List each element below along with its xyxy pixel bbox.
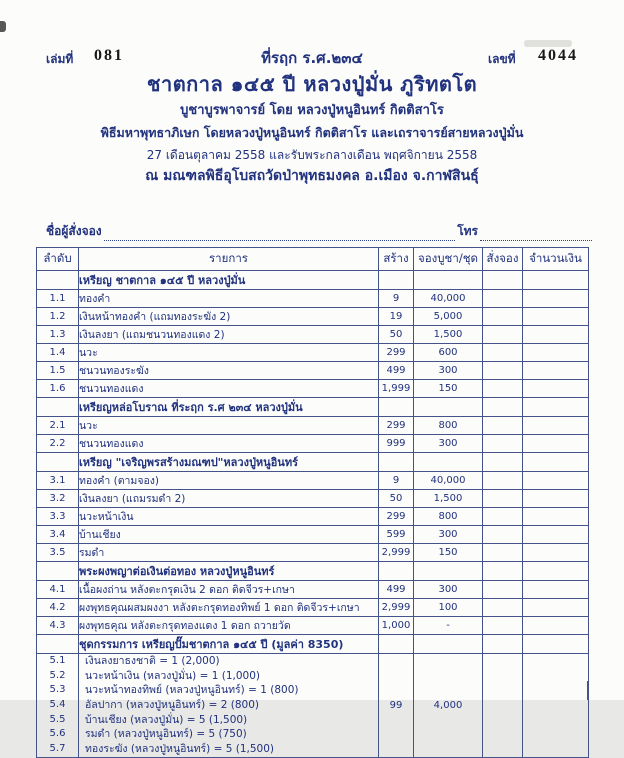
item-built-count: 50 [379,490,414,508]
item-row-1.4 [37,344,589,362]
table-header-row [37,248,589,271]
item-no: 2.2 [37,435,79,453]
section-price-cell [414,398,483,417]
section-title: เหรียญ "เจริญพรสร้างมณฑป"หลวงปู่หนูอินทร์ [79,453,379,472]
item-order-qty-cell[interactable] [483,308,523,326]
group-line-item: อัลปากา (หลวงปู่หนูอินทร์) = 2 (800) [85,699,259,712]
commemoration-text: ที่รฤก ร.ศ.๒๓๔ [261,49,363,67]
section-price-cell [414,562,483,581]
section-order-cell [483,453,523,472]
orderer-name-label: ชื่อผู้สั่งจอง [46,224,102,238]
section-amount-cell [523,271,589,290]
group-line-item: นวะหน้าเงิน (หลวงปู่มั่น) = 1 (1,000) [85,669,261,682]
serial-number-stamp: 4044 [538,47,578,64]
item-order-qty-cell[interactable] [483,544,523,562]
item-description: ทองคำ (ตามจอง) [79,472,379,490]
item-order-qty-cell[interactable] [483,490,523,508]
item-order-qty-cell[interactable] [483,290,523,308]
section-no-cell [37,562,79,581]
item-no: 1.2 [37,308,79,326]
item-amount-cell[interactable] [523,326,589,344]
item-row-1.3 [37,326,589,344]
item-no: 2.1 [37,417,79,435]
item-description: รมดำ [79,544,379,562]
column-header-2: สร้าง [379,248,414,271]
item-amount-cell[interactable] [523,362,589,380]
group-amount-cell[interactable] [523,654,589,758]
item-price: 600 [414,344,483,362]
item-description: เงินหน้าทองคำ (แถมทองระฆัง 2) [79,308,379,326]
item-row-3.5 [37,544,589,562]
orderer-line [46,222,592,241]
item-order-qty-cell[interactable] [483,435,523,453]
item-amount-cell[interactable] [523,308,589,326]
section-no-cell [37,271,79,290]
item-amount-cell[interactable] [523,617,589,635]
item-price: 800 [414,508,483,526]
item-row-2.1 [37,417,589,435]
item-row-4.2 [37,599,589,617]
section-header-row-5 [37,635,589,654]
item-description: ผงพุทธคุณ หลังตะกรุดทองแดง 1 ดอก ถวายวัด [79,617,379,635]
item-row-3.1 [37,472,589,490]
item-amount-cell[interactable] [523,544,589,562]
section-title: พระผงพญาต่อเงินต่อทอง หลวงปู่หนูอินทร์ [79,562,379,581]
item-description: ชนวนทองแดง [79,435,379,453]
scan-artifact-speck [0,21,6,32]
item-price: 300 [414,581,483,599]
item-row-1.6 [37,380,589,398]
item-built-count: 1,999 [379,380,414,398]
column-header-3: จองบูชา/ชุด [414,248,483,271]
item-price: 300 [414,526,483,544]
section-order-cell [483,635,523,654]
section-no-cell [37,453,79,472]
item-order-qty-cell[interactable] [483,599,523,617]
item-row-1.1 [37,290,589,308]
group-line-no: 5.7 [49,743,66,755]
item-no: 1.3 [37,326,79,344]
item-row-2.2 [37,435,589,453]
section-price-cell [414,635,483,654]
column-header-1: รายการ [79,248,379,271]
section-amount-cell [523,398,589,417]
group-line-no: 5.2 [49,669,66,681]
item-no: 3.4 [37,526,79,544]
section-built-cell [379,635,414,654]
item-no: 4.3 [37,617,79,635]
group-line-item: เงินลงยาธงชาติ = 1 (2,000) [85,655,220,667]
item-order-qty-cell[interactable] [483,508,523,526]
item-no: 4.1 [37,581,79,599]
column-header-5: จำนวนเงิน [523,248,589,271]
item-built-count: 1,000 [379,617,414,635]
group-line-item: ทองระฆัง (หลวงปู่หนูอินทร์) = 5 (1,500) [85,743,275,756]
item-row-1.5 [37,362,589,380]
item-amount-cell[interactable] [523,490,589,508]
group-line-no: 5.4 [49,699,66,711]
item-built-count: 499 [379,581,414,599]
section-no-cell [37,635,79,654]
section-built-cell [379,398,414,417]
section-header-row-1 [37,271,589,290]
item-description: นวะ [79,344,379,362]
group-line-no: 5.1 [49,655,66,666]
subtitle-dedication: บูชาบูรพาจารย์ โดย หลวงปู่หนูอินทร์ กิตติสาโร [180,103,444,118]
section-no-cell [37,398,79,417]
item-description: ทองคำ [79,290,379,308]
group-line-no: 5.5 [49,713,66,725]
section-title: ชุดกรรมการ เหรียญปั๊มชาตกาล ๑๔๕ ปี (มูลค่า 8350) [79,635,379,654]
orderer-name-field[interactable] [104,227,456,241]
item-row-1.2 [37,308,589,326]
group-description-cell [79,654,379,758]
group-line-item: บ้านเชียง (หลวงปู่มั่น) = 5 (1,500) [85,713,248,726]
item-description: เงินลงยา (แถมรมดำ 2) [79,490,379,508]
item-amount-cell[interactable] [523,526,589,544]
group-line-no: 5.6 [49,728,66,740]
section-order-cell [483,398,523,417]
item-description: เงินลงยา (แถมชนวนทองแดง 2) [79,326,379,344]
group-built-count: 99 [379,654,414,758]
item-amount-cell[interactable] [523,508,589,526]
item-order-qty-cell[interactable] [483,326,523,344]
section-price-cell [414,453,483,472]
item-description: นวะหน้าเงิน [79,508,379,526]
item-order-qty-cell[interactable] [483,380,523,398]
total-amount-box[interactable] [482,681,588,700]
item-built-count: 499 [379,362,414,380]
subtitle-dates: 27 เดือนตุลาคม 2558 และรับพระกลางเดือน พฤศจิกายน 2558 [146,148,478,162]
subtitle-venue: ณ มณฑลพิธีอุโบสถวัดป่าพุทธมงคล อ.เมือง จ.กาฬสินธุ์ [145,168,479,184]
item-order-qty-cell[interactable] [483,526,523,544]
phone-label: โทร [457,224,478,238]
item-built-count: 299 [379,344,414,362]
item-price: 800 [414,417,483,435]
item-built-count: 9 [379,472,414,490]
item-order-qty-cell[interactable] [483,344,523,362]
item-order-qty-cell[interactable] [483,581,523,599]
section-title: เหรียญ ชาตกาล ๑๔๕ ปี หลวงปู่มั่น [79,271,379,290]
section-order-cell [483,271,523,290]
group-line-no: 5.3 [49,684,66,696]
item-row-4.1 [37,581,589,599]
item-no: 3.5 [37,544,79,562]
item-price: 5,000 [414,308,483,326]
item-description: เนื้อผงถ่าน หลังตะกรุดเงิน 2 ดอก ติดจีวร+เกษา [79,581,379,599]
serial-number-label: เลขที่ [488,52,516,66]
item-built-count: 599 [379,526,414,544]
item-built-count: 299 [379,417,414,435]
item-price: 150 [414,380,483,398]
item-no: 1.5 [37,362,79,380]
group-order-qty-cell[interactable] [483,654,523,758]
item-price: 1,500 [414,326,483,344]
page-title: ชาตกาล ๑๔๕ ปี หลวงปู่มั่น ภูริทตโต [146,72,478,96]
section-header-row-4 [37,562,589,581]
item-built-count: 9 [379,290,414,308]
item-amount-cell[interactable] [523,380,589,398]
section-built-cell [379,453,414,472]
column-header-4: สั่งจอง [483,248,523,271]
item-order-qty-cell[interactable] [483,417,523,435]
item-no: 4.2 [37,599,79,617]
section-header-row-2 [37,398,589,417]
item-built-count: 50 [379,326,414,344]
item-built-count: 2,999 [379,544,414,562]
item-price: 1,500 [414,490,483,508]
item-description: ชนวนทองระฆัง [79,362,379,380]
item-no: 3.2 [37,490,79,508]
section-price-cell [414,271,483,290]
item-amount-cell[interactable] [523,599,589,617]
item-price: 100 [414,599,483,617]
item-row-3.3 [37,508,589,526]
section-built-cell [379,271,414,290]
item-row-3.2 [37,490,589,508]
section-header-row-3 [37,453,589,472]
item-price: - [414,617,483,635]
item-amount-cell[interactable] [523,344,589,362]
item-row-4.3 [37,617,589,635]
item-price: 40,000 [414,290,483,308]
item-order-qty-cell[interactable] [483,472,523,490]
item-amount-cell[interactable] [523,472,589,490]
item-price: 300 [414,435,483,453]
item-price: 150 [414,544,483,562]
item-description: ชนวนทองแดง [79,380,379,398]
committee-set-group-row [37,654,589,758]
item-no: 3.1 [37,472,79,490]
item-built-count: 299 [379,508,414,526]
item-row-3.4 [37,526,589,544]
group-no-cell [37,654,79,758]
item-amount-cell[interactable] [523,417,589,435]
book-number-stamp: 081 [94,47,124,64]
item-built-count: 999 [379,435,414,453]
item-amount-cell[interactable] [523,290,589,308]
subtitle-ceremony: พิธีมหาพุทธาภิเษก โดยหลวงปู่หนูอินทร์ กิตติสาโร และเถราจารย์สายหลวงปู่มั่น [100,125,524,140]
item-no: 1.6 [37,380,79,398]
section-built-cell [379,562,414,581]
item-price: 300 [414,362,483,380]
section-title: เหรียญหล่อโบราณ ที่ระฤก ร.ศ ๒๓๔ หลวงปู่มั่น [79,398,379,417]
column-header-0: ลำดับ [37,248,79,271]
item-no: 3.3 [37,508,79,526]
item-description: บ้านเชียง [79,526,379,544]
item-description: นวะ [79,417,379,435]
item-order-qty-cell[interactable] [483,362,523,380]
section-order-cell [483,562,523,581]
item-no: 1.4 [37,344,79,362]
phone-field[interactable] [480,227,592,241]
section-amount-cell [523,453,589,472]
book-number-label: เล่มที่ [46,52,74,66]
item-price: 40,000 [414,472,483,490]
group-line-item: นวะหน้าทองทิพย์ (หลวงปู่หนูอินทร์) = 1 (800) [85,684,299,697]
item-no: 1.1 [37,290,79,308]
group-line-item: รมดำ (หลวงปู่หนูอินทร์) = 5 (750) [85,728,247,741]
item-description: ผงพุทธคุณผสมผงงา หลังตะกรุดทองทิพย์ 1 ดอก ติดจีวร+เกษา [79,599,379,617]
item-built-count: 2,999 [379,599,414,617]
section-amount-cell [523,562,589,581]
item-amount-cell[interactable] [523,581,589,599]
section-amount-cell [523,635,589,654]
item-built-count: 19 [379,308,414,326]
item-amount-cell[interactable] [523,435,589,453]
group-price: 4,000 [414,654,483,758]
item-order-qty-cell[interactable] [483,617,523,635]
